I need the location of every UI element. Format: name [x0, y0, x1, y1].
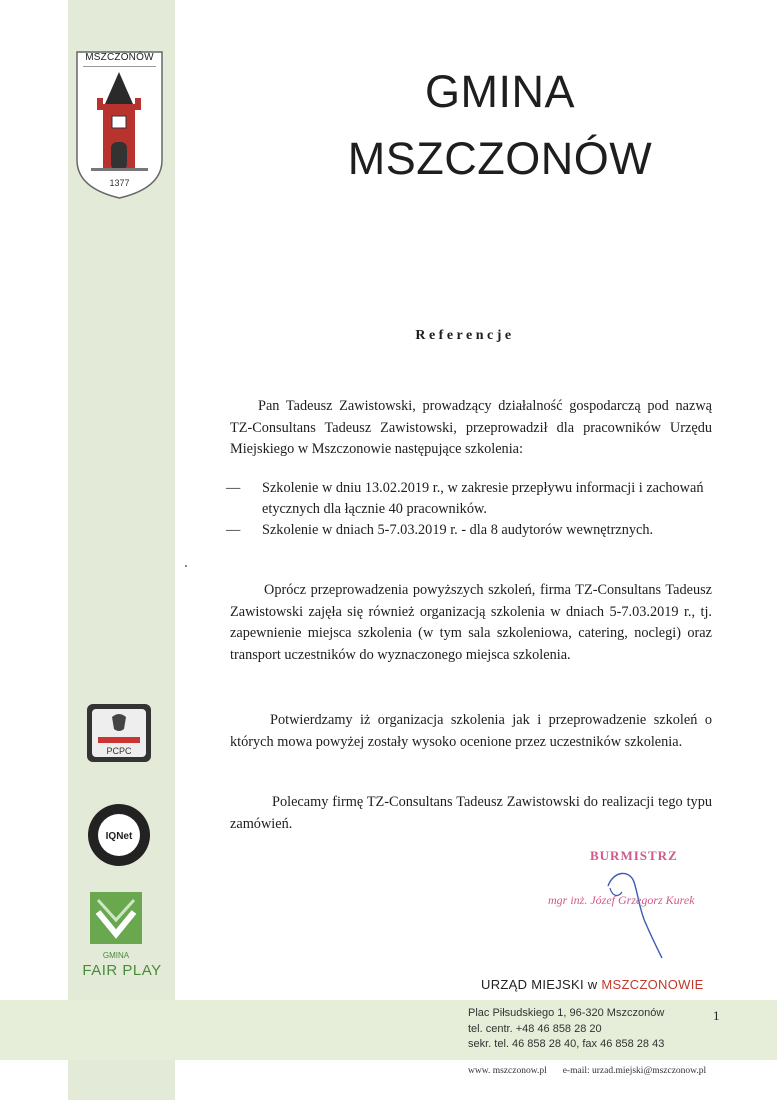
web-contact	[468, 1066, 706, 1076]
pcpc-logo	[86, 703, 152, 763]
page-number: 1	[713, 1008, 720, 1023]
header-title-line2: MSZCZONÓW	[347, 133, 653, 184]
stamp-title: BURMISTRZ	[590, 848, 678, 863]
intro-paragraph: Pan Tadeusz Zawistowski, prowadzący działalność gospodarczą pod nazwą TZ-Consultans Tadeusz Zawistowski, przeprowadził dla pracowników Urzędu Miejskiego w Mszczonowie następujące szkolenia:	[230, 398, 712, 457]
fair-play-small-label: GMINA	[102, 951, 130, 960]
crest-year: 1377	[109, 178, 130, 188]
crest-name: MSZCZONÓW	[85, 52, 154, 63]
scan-speck	[185, 565, 187, 567]
website-link[interactable]: www. mszczonow.pl	[468, 1066, 547, 1076]
secretariat-line: sekr. tel. 46 858 28 40, fax 46 858 28 43	[468, 1038, 665, 1050]
list-item	[226, 478, 730, 520]
dash-bullet-icon: —	[226, 480, 241, 496]
fair-play-checkmark-icon	[88, 890, 144, 948]
paragraph-organization: Oprócz przeprowadzenia powyższych szkoleń, firma TZ-Consultans Tadeusz Zawistowski zajęła się również organizacją szkolenia w dniach 5-7.03.2019 r., tj. zapewnienie miejsca szkolenia (w tym sala szkoleniowa, catering, noclegi) oraz transport uczestników do wyznaczonego miejsca szkolenia.	[230, 582, 712, 663]
dash-bullet-icon: —	[226, 522, 241, 538]
document-heading: Referencje	[415, 328, 515, 343]
paragraph-recommendation: Polecamy firmę TZ-Consultans Tadeusz Zawistowski do realizacji tego typu zamówień.	[230, 794, 712, 832]
iqnet-seal-icon	[86, 802, 152, 868]
list-item-text: Szkolenie w dniu 13.02.2019 r., w zakresie przepływu informacji i zachowań etycznych dla łącznie 40 pracowników.	[262, 480, 704, 517]
office-prefix: URZĄD MIEJSKI w	[481, 977, 602, 992]
iqnet-text: IQNet	[105, 831, 133, 842]
fair-play-label: FAIR PLAY	[82, 962, 162, 979]
paragraph-confirmation: Potwierdzamy iż organizacja szkolenia jak i przeprowadzenie szkoleń o których mowa powyżej zostały wysoko ocenione przez uczestników szkolenia.	[230, 712, 712, 750]
office-city: MSZCZONOWIE	[601, 977, 704, 992]
list-item-text: Szkolenie w dniach 5-7.03.2019 r. - dla 8 audytorów wewnętrznych.	[262, 522, 654, 538]
office-name	[481, 977, 704, 992]
header-title-line1: GMINA	[424, 66, 575, 117]
pcpc-emblem-icon	[86, 703, 152, 763]
signatory-name: mgr inż. Józef Grzegorz Kurek	[548, 893, 695, 907]
email-link[interactable]: e-mail: urzad.miejski@mszczonow.pl	[562, 1066, 707, 1076]
phone-line: tel. centr. +48 46 858 28 20	[468, 1022, 602, 1035]
pcpc-text: PCPC	[106, 746, 132, 756]
handwritten-signature-icon	[600, 862, 680, 962]
iqnet-certified-logo	[86, 802, 152, 868]
municipal-crest	[73, 48, 166, 200]
list-item	[226, 520, 730, 541]
contact-block	[468, 1006, 664, 1053]
address-line: Plac Piłsudskiego 1, 96-320 Mszczonów	[468, 1007, 665, 1019]
